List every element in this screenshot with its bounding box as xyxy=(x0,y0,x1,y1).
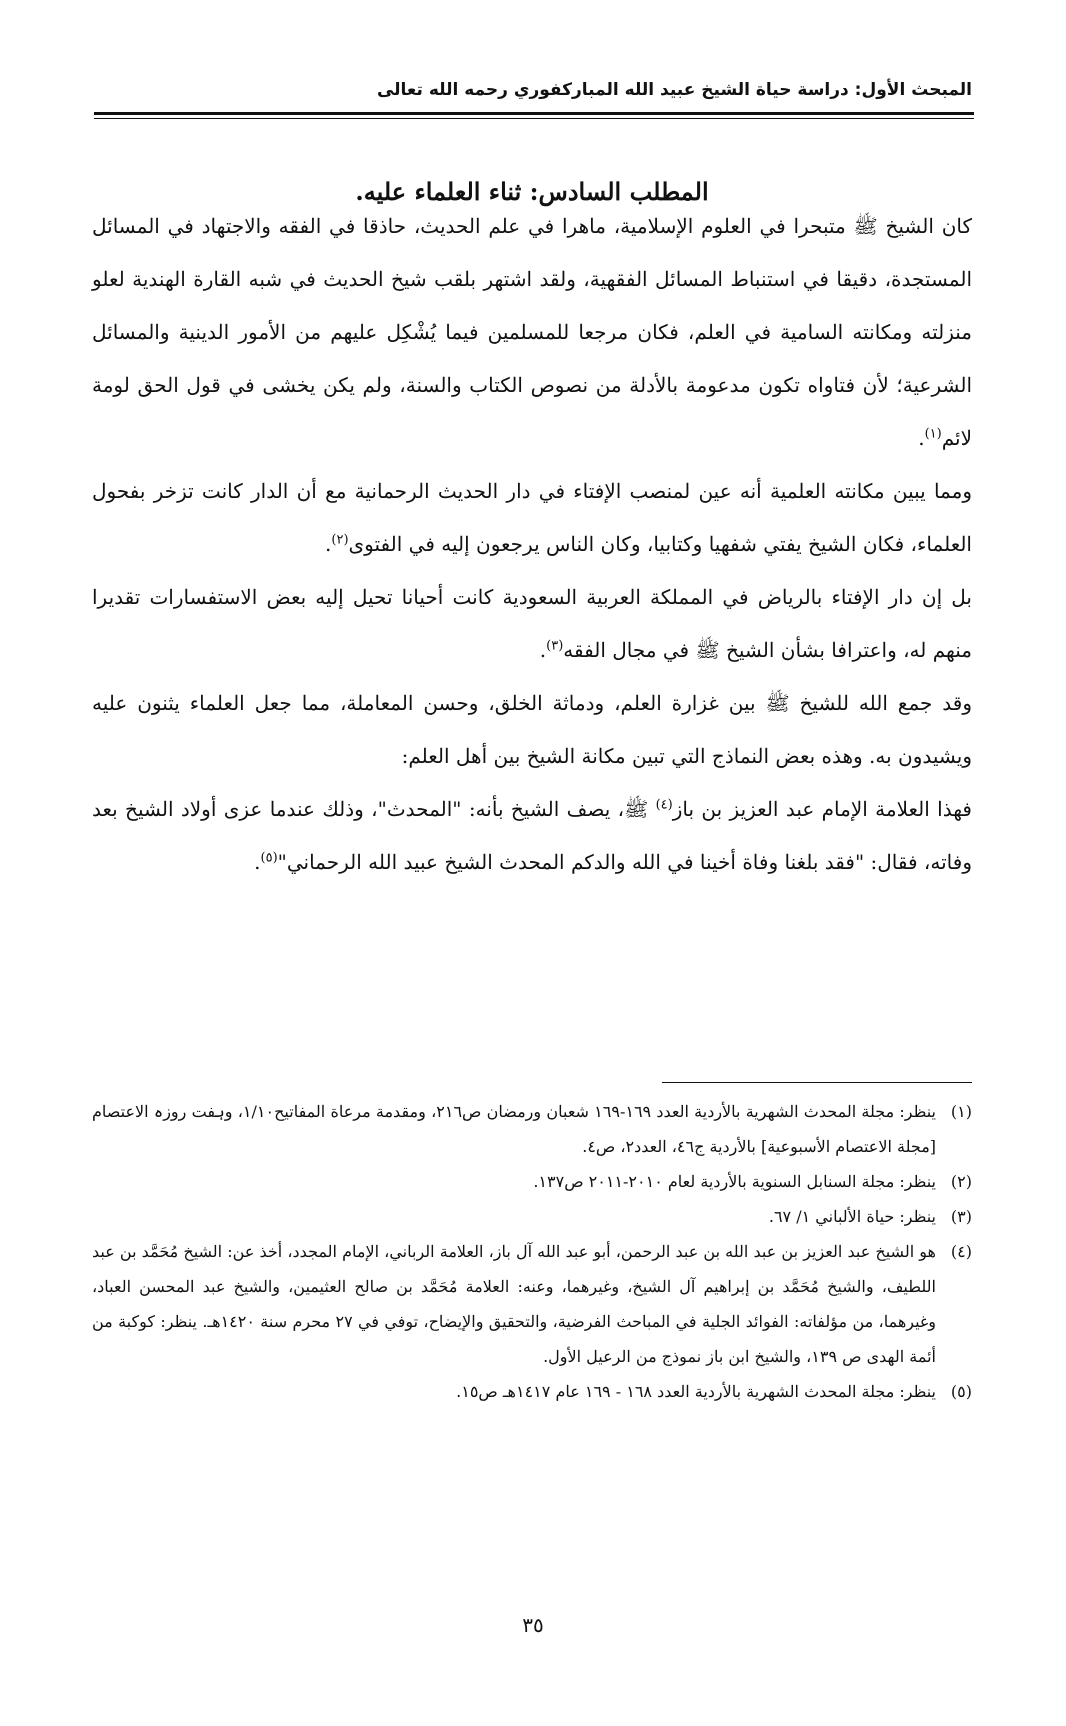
footnote-3 xyxy=(92,1199,972,1234)
footnote-text: ينظر: مجلة السنابل السنوية بالأردية لعام ٢٠١٠-٢٠١١ ص١٣٧. xyxy=(533,1172,936,1191)
paragraph-end: . xyxy=(918,426,925,450)
paragraph-end: . xyxy=(325,532,332,556)
footnotes xyxy=(92,1094,972,1409)
paragraph-end: . xyxy=(254,850,261,874)
footnote-text: ينظر: مجلة المحدث الشهرية بالأردية العدد ١٦٩-١٦٩ شعبان ورمضان ص٢١٦، ومقدمة مرعاة المفاتيح١/١٠، وہفت روزہ الاعتصام [مجلة الاعتصام الأسبوعية] بالأردية ج٤٦، العدد٢، ص٤. xyxy=(92,1102,937,1156)
paragraph-2 xyxy=(92,465,972,571)
footnote-1 xyxy=(92,1094,972,1164)
footnote-ref-4: (٤) xyxy=(655,797,673,813)
paragraph-1 xyxy=(92,200,972,465)
footnote-text: هو الشيخ عبد العزيز بن عبد الله بن عبد الرحمن، أبو عبد الله آل باز، العلامة الرباني، الإمام المجدد، أخذ عن: الشيخ مُحَمَّد بن عبد اللطيف، والشيخ مُحَمَّد بن إبراهيم آل الشيخ، وغيرهما، وعنه: العلامة مُحَمَّد بن صالح العثيمين، والشيخ عبد المحسن العباد، وغيرهما، من مؤلفاته: الفوائد الجلية في المباحث الفرضية، والتحقيق والإيضاح، توفي في ٢٧ محرم سنة ١٤٢٠هـ. ينظر: كوكبة من أئمة الهدى ص ١٣٩، والشيخ ابن باز نموذج من الرعيل الأول. xyxy=(92,1242,937,1366)
paragraph-3 xyxy=(92,571,972,677)
footnote-number: (١) xyxy=(950,1102,972,1121)
footnote-4 xyxy=(92,1234,972,1374)
footnote-5 xyxy=(92,1374,972,1409)
footnote-ref-2: (٢) xyxy=(331,532,349,548)
page-number: ٣٥ xyxy=(522,1613,544,1637)
paragraph-text-cont: ﷺ، يصف الشيخ بأنه: "المحدث"، وذلك عندما عزى أولاد الشيخ بعد وفاته، فقال: "فقد بلغنا وفاة أخينا في الله والدكم المحدث الشيخ عبيد الله الرحماني" xyxy=(92,797,972,874)
footnote-ref-5: (٥) xyxy=(260,850,278,866)
paragraph-text: بل إن دار الإفتاء بالرياض في المملكة العربية السعودية كانت أحيانا تحيل إليه بعض الاستفسارات تقديرا منهم له، واعترافا بشأن الشيخ ﷺ في مجال الفقه xyxy=(92,585,972,662)
section-title: المطلب السادس: ثناء العلماء عليه. xyxy=(355,176,709,206)
footnote-number: (٣) xyxy=(950,1207,972,1226)
paragraph-text: فهذا العلامة الإمام عبد العزيز بن باز xyxy=(672,797,972,821)
footnote-text: ينظر: مجلة المحدث الشهرية بالأردية العدد ١٦٨ - ١٦٩ عام ١٤١٧هـ ص١٥. xyxy=(456,1382,936,1401)
paragraph-5 xyxy=(92,783,972,889)
paragraph-text: كان الشيخ ﷺ متبحرا في العلوم الإسلامية، ماهرا في علم الحديث، حاذقا في الفقه والاجتهاد في المسائل المستجدة، دقيقا في استنباط المسائل الفقهية، ولقد اشتهر بلقب شيخ الحديث في شبه القارة الهندية لعلو منزلته ومكانته السامية في العلم، فكان مرجعا للمسلمين فيما يُشْكِل عليهم من الأمور الدينية والمسائل الشرعية؛ لأن فتاواه تكون مدعومة بالأدلة من نصوص الكتاب والسنة، ولم يكن يخشى في قول الحق لومة لائم xyxy=(92,214,972,450)
header-rule-thick xyxy=(94,112,974,115)
footnote-number: (٥) xyxy=(950,1382,972,1401)
footnote-number: (٢) xyxy=(950,1172,972,1191)
paragraph-4 xyxy=(92,677,972,783)
footnote-text: ينظر: حياة الألباني ١/ ٦٧. xyxy=(768,1207,936,1226)
footnote-number: (٤) xyxy=(950,1242,972,1261)
header-rule-thin xyxy=(94,118,974,119)
footnote-2 xyxy=(92,1164,972,1199)
paragraph-text: ومما يبين مكانته العلمية أنه عين لمنصب الإفتاء في دار الحديث الرحمانية مع أن الدار كانت تزخر بفحول العلماء، فكان الشيخ يفتي شفهيا وكتابيا، وكان الناس يرجعون إليه في الفتوى xyxy=(92,479,972,556)
footnote-ref-1: (١) xyxy=(924,426,942,442)
footnote-separator xyxy=(662,1082,972,1083)
body-text xyxy=(92,200,972,889)
running-header: المبحث الأول: دراسة حياة الشيخ عبيد الله المباركفوري رحمه الله تعالى xyxy=(376,80,972,100)
paragraph-text: وقد جمع الله للشيخ ﷺ بين غزارة العلم، ودماثة الخلق، وحسن المعاملة، مما جعل العلماء يثنون عليه ويشيدون به. وهذه بعض النماذج التي تبين مكانة الشيخ بين أهل العلم: xyxy=(92,691,972,768)
footnote-ref-3: (٣) xyxy=(546,638,564,654)
paragraph-end: . xyxy=(539,638,547,662)
